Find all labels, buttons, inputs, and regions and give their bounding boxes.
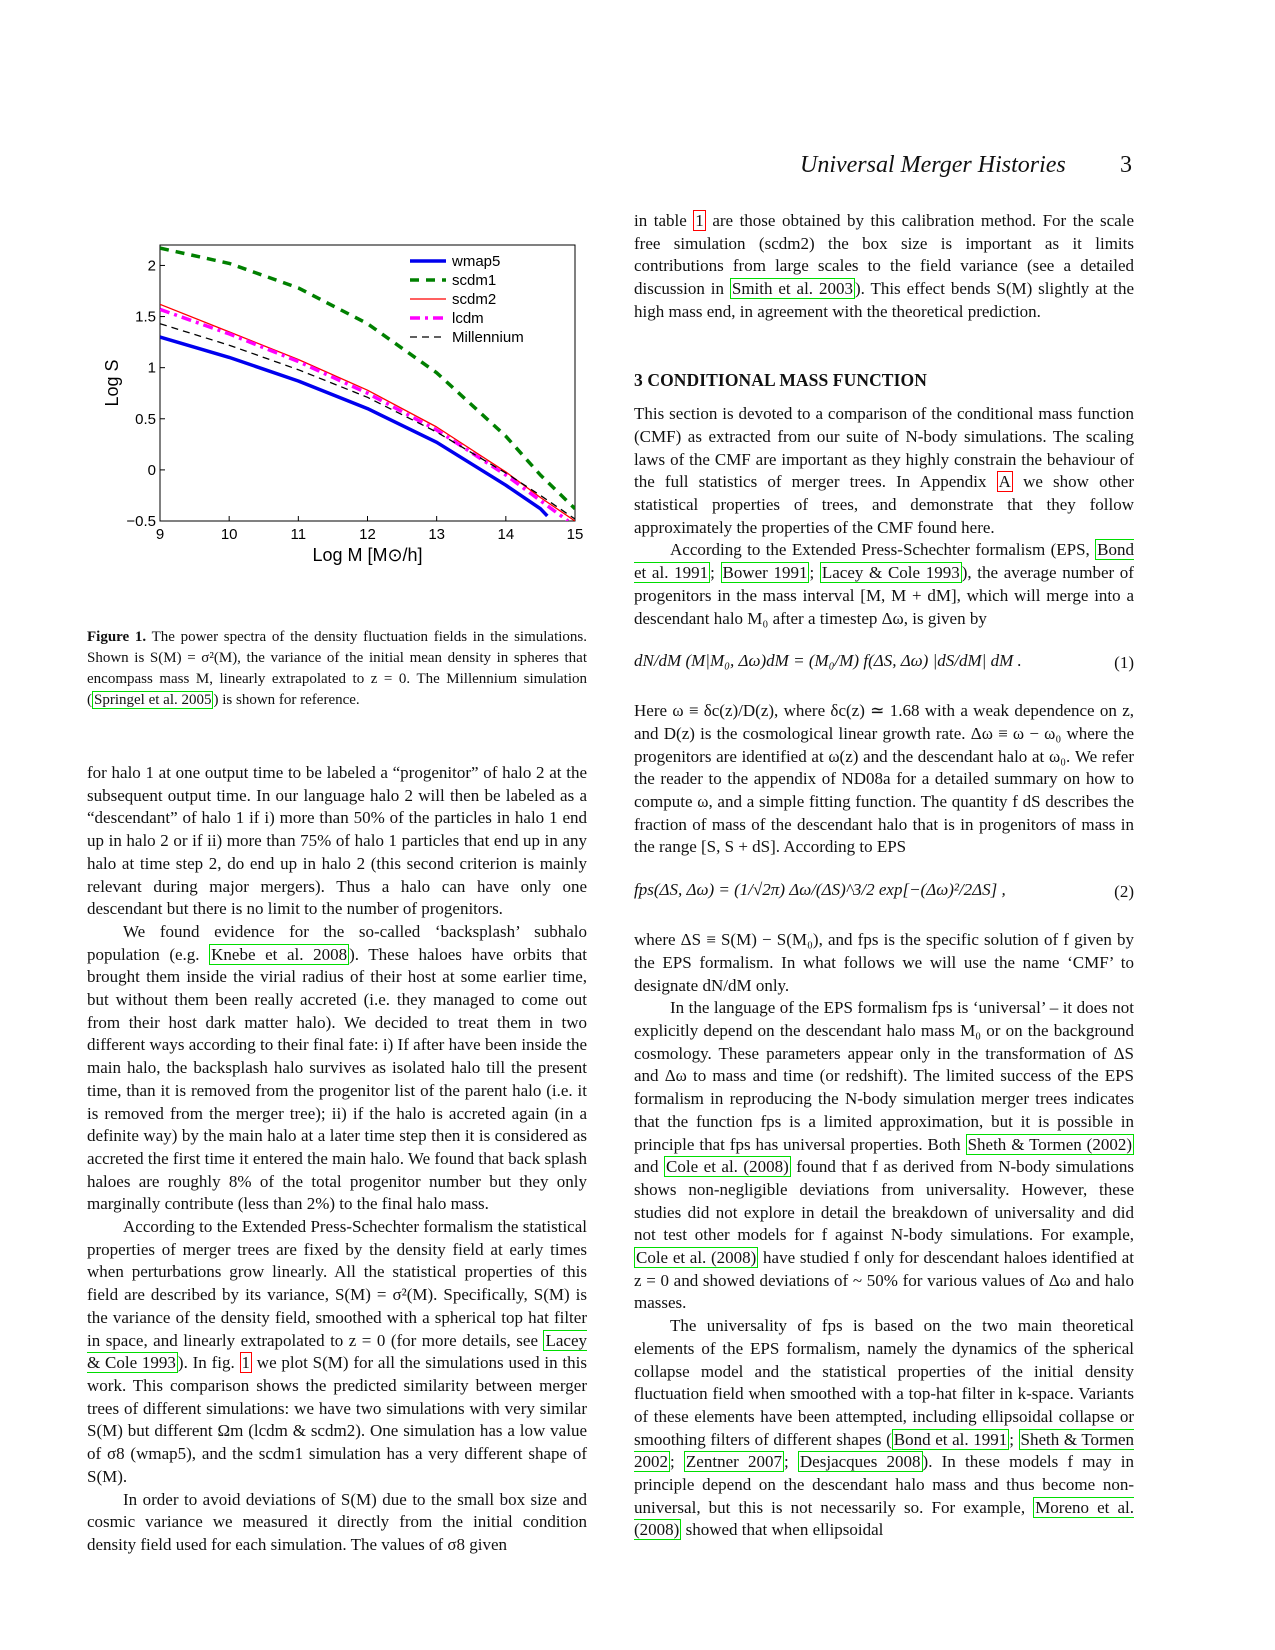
citation-link[interactable]: Springel et al. 2005 [94,692,212,708]
citation-link[interactable]: Moreno et al. (2008) [634,1497,1135,1540]
paragraph: The universality of fps is based on the two main theoretical elements of the EPS formalism, namely the dynamics of the spherical collapse model and the statistical properties of the initial density fluctuation field when smoothed with a top-hat filter in k-space. Variants of these elements have been attempted, including ellipsoidal collapse or smoothing filters of different shapes ( Bond et al. 1991 ; Sheth & Tormen 2002 ; Zentner 2007 ; Desjacques 2008 ). In these models f may in principle depend on the descendant halo mass and thus become non-universal, but this is not necessarily so. For example, Moreno et al. (2008) showed that when ellipsoidal [634,1316,1135,1540]
equation-2 [634,867,1134,921]
legend-entry: scdm2 [452,291,497,308]
legend-entry: scdm1 [452,272,497,289]
y-tick-label: −0.5 [126,513,156,530]
caption-label: Figure 1. [87,629,147,645]
y-axis-label: Log S [102,359,122,407]
series-line-scdm1 [160,248,575,509]
appendix-link[interactable]: A [998,472,1011,492]
paragraph: for halo 1 at one output time to be labeled a “progenitor” of halo 2 at the subsequent output time. In our language halo 2 will then be labeled as a “descendant” of halo 1 if i) more than 50% of the particles in halo 1 end up in halo 2 or if ii) more than 75% of halo 1 particles that end up in any halo at time step 2, do end up in halo 2 (this second criterion is mainly relevant during major mergers). Thus a halo can have only one descendant but there is no limit to the number of progenitors. [87,763,587,919]
citation-link[interactable]: Cole et al. (2008) [666,1157,789,1177]
legend-entry: lcdm [452,310,484,327]
citation-link[interactable]: Smith et al. 2003 [731,279,853,299]
legend-entry: wmap5 [452,253,501,270]
paragraph: In the language of the EPS formalism fps is ‘universal’ – it does not explicitly depend on the descendant halo mass M₀ or on the background cosmology. These parameters appear only in the transformation of ΔS and Δω to mass and time (or redshift). The limited success of the EPS formalism in reproducing the N-body simulation merger trees indicates that the function fps is a limited approximation, but it is possible in principle that fps has universal properties. Both Sheth & Tormen (2002) and Cole et al. (2008) found that f as derived from N-body simulations shows non-negligible deviations from universality. However, these studies did not explore in detail the breakdown of universality and did not test other models for f against N-body simulations. For example, Cole et al. (2008) have studied f only for descendant haloes identified at z = 0 and showed deviations of ~ 50% for various values of Δω and halo masses. [634,998,1135,1313]
legend-entry: Millennium [452,329,524,346]
citation-link[interactable]: Knebe et al. 2008 [211,944,348,964]
paragraph: We found evidence for the so-called ‘backsplash’ subhalo population (e.g. Knebe et al. 2008 ). These haloes have orbits that brought them inside the virial radius of their host at some earlier time, but without them been really accreted (i.e. they managed to come out from their host dark matter halo). We decided to treat them in two different ways according to their final fate: i) If after have been inside the main halo, the backsplash halo survives as isolated halo till the present time, than it is removed from the progenitor list of the parent halo (i.e. it is removed from the merger tree); ii) if the halo is accreted again (in a definite way) by the main halo at a later time step then it is considered as accreted the first time it entered the main halo. We found that back splash haloes are roughly 8% of the total progenitor number but they only marginally contribute (less than 2%) to the final halo mass. [87,921,588,1214]
series-line-wmap5 [160,337,547,516]
citation-link[interactable]: Bond et al. 1991 [893,1429,1008,1449]
citation-link[interactable]: Bower 1991 [722,563,808,583]
equation-1 [634,638,1134,692]
y-tick-label: 0.5 [135,410,156,428]
caption-text-end: ) is shown for reference. [213,692,360,708]
x-tick-label: 14 [497,526,515,543]
page-number: 3 [1120,152,1132,178]
paragraph: Here ω ≡ δc(z)/D(z), where δc(z) ≃ 1.68 with a weak dependence on z, and D(z) is the cosmological linear growth rate. Δω ≡ ω − ω₀ where the progenitors are identified at ω(z) and the descendant halo at ω₀. We refer the reader to the appendix of ND08a for a detailed summary on how to compute ω, and a simple fitting function. The quantity f dS describes the fraction of mass of the descendant halo that is in progenitors of mass in the range [S, S + dS]. According to EPS [634,701,1134,857]
equation-number: (2) [1114,882,1134,902]
paragraph: in table 1 are those obtained by this calibration method. For the scale free simulation (scdm2) the box size is important as it limits contributions from large scales to the field variance (see a detailed discussion in Smith et al. 2003 ). This effect bends S(M) slightly at the high mass end, in agreement with the theoretical prediction. [634,211,1134,321]
section-heading: 3 CONDITIONAL MASS FUNCTION [634,369,927,390]
paragraph: According to the Extended Press-Schechter formalism the statistical properties of merger trees are fixed by the density field at early times when perturbations grow linearly. All the statistical properties of this field are described by its variance, S(M) = σ²(M). Specifically, S(M) is the variance of the density field, smoothed with a spherical top hat filter in space, and linearly extrapolated to z = 0 (for more details, see Lacey & Cole 1993 ). In fig. 1 we plot S(M) for all the simulations used in this work. This comparison shows the predicted similarity between merger trees of different simulations: we have two simulations with very similar S(M) but different Ωm (lcdm & scdm2). One simulation has a low value of σ8 (wmap5), and the scdm1 simulation has a very different shape of S(M). [87,1217,587,1486]
citation-link[interactable]: Zentner 2007 [685,1452,782,1472]
figure-1-chart [100,235,600,595]
paragraph: According to the Extended Press-Schechter formalism (EPS, Bond et al. 1991 ; Bower 1991 ; Lacey & Cole 1993 ), the average number of progenitors in the mass interval [M, M + dM], which will merge into a descendant halo M₀ after a timestep Δω, is given by [634,540,1134,628]
table-link[interactable]: 1 [695,211,704,230]
figure-link[interactable]: 1 [241,1353,250,1373]
x-tick-label: 10 [220,526,238,543]
x-tick-label: 13 [428,526,446,543]
paragraph: In order to avoid deviations of S(M) due to the small box size and cosmic variance we measured it directly from the initial condition density field used for each simulation. The values of σ8 given [87,1489,587,1554]
citation-link[interactable]: Sheth & Tormen 2002 [634,1429,1134,1472]
citation-link[interactable]: Desjacques 2008 [799,1452,921,1472]
left-column [87,762,587,1557]
equation-body: fps(ΔS, Δω) = (1/√2π) Δω/(ΔS)^3/2 exp[−(Δω)²/2ΔS] , [634,880,1006,900]
paragraph: where ΔS ≡ S(M) − S(M₀), and fps is the specific solution of f given by the EPS formalism. In what follows we will use the name ‘CMF’ to designate dN/dM only. [634,930,1134,995]
running-head [800,152,1275,179]
x-tick-label: 11 [290,526,307,543]
x-tick-label: 12 [359,526,376,543]
y-tick-label: 1.5 [135,308,156,326]
figure-caption [87,627,587,711]
x-axis-label: Log M [M⊙/h] [312,545,423,565]
citation-link[interactable]: Lacey & Cole 1993 [87,1330,587,1373]
x-tick-label: 15 [566,526,584,543]
equation-body: dN/dM (M|M₀, Δω)dM = (M₀/M) f(ΔS, Δω) |dS/dM| dM . [634,651,1022,671]
y-tick-label: 0 [147,461,156,479]
y-tick-label: 1 [147,359,156,377]
equation-number: (1) [1114,653,1134,673]
x-tick-label: 9 [155,526,165,543]
citation-link[interactable]: Bond et al. 1991 [634,540,1134,583]
citation-link[interactable]: Cole et al. (2008) [636,1248,757,1268]
caption-text: The power spectra of the density fluctuation fields in the simulations. Shown is S(M) = σ²(M), the variance of the initial mean density in spheres that encompass mass M, linearly extrapolated to z = 0. The Millennium simulation ( [87,629,588,708]
running-title: Universal Merger Histories [800,152,1066,178]
citation-link[interactable]: Lacey & Cole 1993 [821,563,960,583]
y-tick-label: 2 [147,257,156,275]
right-column [634,210,1134,1542]
paragraph: This section is devoted to a comparison of the conditional mass function (CMF) as extracted from our suite of N-body simulations. The scaling laws of the CMF are important as they highly constrain the behaviour of the full statistics of merger trees. In Appendix A we show other statistical properties of trees, and demonstrate that they follow approximately the properties of the CMF found here. [634,404,1134,537]
citation-link[interactable]: Sheth & Tormen (2002) [967,1134,1133,1154]
